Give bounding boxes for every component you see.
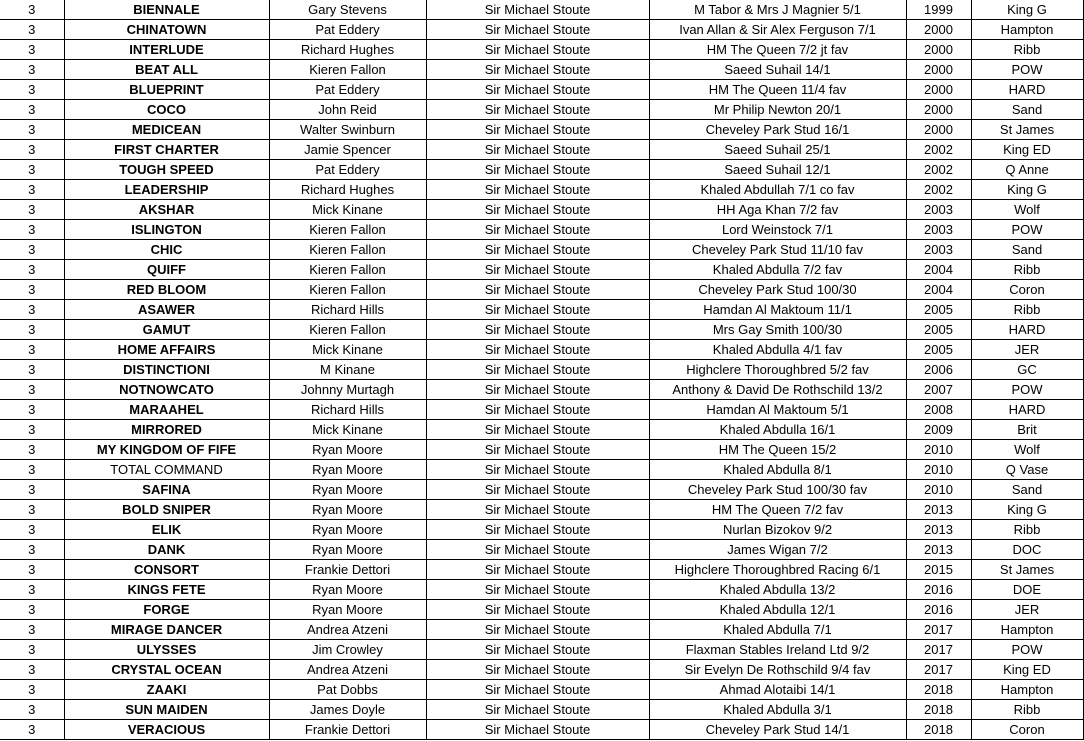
cell-year[interactable]: 2000 xyxy=(906,20,971,40)
table-row xyxy=(0,680,1083,700)
cell-race[interactable]: Wolf xyxy=(971,200,1083,220)
cell-race[interactable]: Hampton xyxy=(971,620,1083,640)
cell-number[interactable]: 3 xyxy=(0,520,64,540)
cell-trainer[interactable]: Sir Michael Stoute xyxy=(426,0,649,20)
cell-trainer[interactable]: Sir Michael Stoute xyxy=(426,340,649,360)
cell-horse[interactable]: CHINATOWN xyxy=(64,20,269,40)
table-row xyxy=(0,220,1083,240)
cell-owner-odds[interactable]: Cheveley Park Stud 16/1 xyxy=(649,120,906,140)
cell-trainer[interactable]: Sir Michael Stoute xyxy=(426,540,649,560)
cell-horse[interactable]: CONSORT xyxy=(64,560,269,580)
cell-jockey[interactable]: Kieren Fallon xyxy=(269,220,426,240)
cell-race[interactable]: JER xyxy=(971,340,1083,360)
cell-horse[interactable]: MIRRORED xyxy=(64,420,269,440)
cell-owner-odds[interactable]: Khaled Abdulla 7/2 fav xyxy=(649,260,906,280)
cell-year[interactable]: 1999 xyxy=(906,0,971,20)
cell-owner-odds[interactable]: Nurlan Bizokov 9/2 xyxy=(649,520,906,540)
cell-trainer[interactable]: Sir Michael Stoute xyxy=(426,560,649,580)
table-row xyxy=(0,40,1083,60)
cell-jockey[interactable]: Mick Kinane xyxy=(269,340,426,360)
cell-trainer[interactable]: Sir Michael Stoute xyxy=(426,200,649,220)
cell-trainer[interactable]: Sir Michael Stoute xyxy=(426,280,649,300)
cell-number[interactable]: 3 xyxy=(0,20,64,40)
cell-jockey[interactable]: John Reid xyxy=(269,100,426,120)
table-row xyxy=(0,320,1083,340)
cell-year[interactable]: 2003 xyxy=(906,240,971,260)
cell-horse[interactable]: NOTNOWCATO xyxy=(64,380,269,400)
cell-jockey[interactable]: Ryan Moore xyxy=(269,480,426,500)
cell-year[interactable]: 2003 xyxy=(906,200,971,220)
cell-owner-odds[interactable]: HH Aga Khan 7/2 fav xyxy=(649,200,906,220)
cell-number[interactable]: 3 xyxy=(0,620,64,640)
cell-trainer[interactable]: Sir Michael Stoute xyxy=(426,400,649,420)
cell-trainer[interactable]: Sir Michael Stoute xyxy=(426,640,649,660)
cell-number[interactable]: 3 xyxy=(0,400,64,420)
table-row xyxy=(0,100,1083,120)
cell-trainer[interactable]: Sir Michael Stoute xyxy=(426,140,649,160)
table-row xyxy=(0,360,1083,380)
cell-race[interactable]: Sand xyxy=(971,480,1083,500)
cell-horse[interactable]: RED BLOOM xyxy=(64,280,269,300)
cell-owner-odds[interactable]: HM The Queen 7/2 fav xyxy=(649,500,906,520)
cell-year[interactable]: 2002 xyxy=(906,140,971,160)
cell-year[interactable]: 2004 xyxy=(906,280,971,300)
cell-owner-odds[interactable]: Khaled Abdulla 12/1 xyxy=(649,600,906,620)
cell-owner-odds[interactable]: Saeed Suhail 14/1 xyxy=(649,60,906,80)
cell-owner-odds[interactable]: Anthony & David De Rothschild 13/2 xyxy=(649,380,906,400)
cell-trainer[interactable]: Sir Michael Stoute xyxy=(426,680,649,700)
cell-jockey[interactable]: Richard Hills xyxy=(269,300,426,320)
cell-trainer[interactable]: Sir Michael Stoute xyxy=(426,60,649,80)
cell-year[interactable]: 2013 xyxy=(906,520,971,540)
cell-number[interactable]: 3 xyxy=(0,80,64,100)
table-row xyxy=(0,440,1083,460)
cell-number[interactable]: 3 xyxy=(0,220,64,240)
cell-trainer[interactable]: Sir Michael Stoute xyxy=(426,240,649,260)
cell-jockey[interactable]: James Doyle xyxy=(269,700,426,720)
cell-race[interactable]: Wolf xyxy=(971,440,1083,460)
cell-race[interactable]: DOC xyxy=(971,540,1083,560)
cell-owner-odds[interactable]: HM The Queen 15/2 xyxy=(649,440,906,460)
table-row xyxy=(0,400,1083,420)
cell-jockey[interactable]: Ryan Moore xyxy=(269,580,426,600)
cell-year[interactable]: 2010 xyxy=(906,460,971,480)
cell-race[interactable]: POW xyxy=(971,220,1083,240)
cell-number[interactable]: 3 xyxy=(0,380,64,400)
cell-year[interactable]: 2017 xyxy=(906,640,971,660)
cell-race[interactable]: Sand xyxy=(971,100,1083,120)
cell-race[interactable]: HARD xyxy=(971,400,1083,420)
cell-year[interactable]: 2002 xyxy=(906,180,971,200)
cell-trainer[interactable]: Sir Michael Stoute xyxy=(426,100,649,120)
cell-horse[interactable]: LEADERSHIP xyxy=(64,180,269,200)
cell-number[interactable]: 3 xyxy=(0,680,64,700)
cell-year[interactable]: 2008 xyxy=(906,400,971,420)
cell-jockey[interactable]: Pat Dobbs xyxy=(269,680,426,700)
cell-horse[interactable]: MIRAGE DANCER xyxy=(64,620,269,640)
cell-trainer[interactable]: Sir Michael Stoute xyxy=(426,620,649,640)
cell-owner-odds[interactable]: Saeed Suhail 25/1 xyxy=(649,140,906,160)
cell-number[interactable]: 3 xyxy=(0,340,64,360)
cell-owner-odds[interactable]: Cheveley Park Stud 100/30 xyxy=(649,280,906,300)
table-row xyxy=(0,600,1083,620)
cell-year[interactable]: 2000 xyxy=(906,80,971,100)
cell-race[interactable]: Q Anne xyxy=(971,160,1083,180)
cell-race[interactable]: POW xyxy=(971,380,1083,400)
cell-race[interactable]: Ribb xyxy=(971,700,1083,720)
cell-year[interactable]: 2005 xyxy=(906,320,971,340)
cell-number[interactable]: 3 xyxy=(0,720,64,740)
cell-jockey[interactable]: Pat Eddery xyxy=(269,20,426,40)
cell-year[interactable]: 2013 xyxy=(906,540,971,560)
cell-trainer[interactable]: Sir Michael Stoute xyxy=(426,420,649,440)
cell-horse[interactable]: SUN MAIDEN xyxy=(64,700,269,720)
cell-jockey[interactable]: Kieren Fallon xyxy=(269,280,426,300)
cell-jockey[interactable]: Frankie Dettori xyxy=(269,560,426,580)
cell-horse[interactable]: QUIFF xyxy=(64,260,269,280)
cell-trainer[interactable]: Sir Michael Stoute xyxy=(426,440,649,460)
cell-race[interactable]: Ribb xyxy=(971,300,1083,320)
cell-horse[interactable]: MY KINGDOM OF FIFE xyxy=(64,440,269,460)
table-row xyxy=(0,580,1083,600)
cell-race[interactable]: St James xyxy=(971,120,1083,140)
cell-horse[interactable]: MARAAHEL xyxy=(64,400,269,420)
cell-jockey[interactable]: Richard Hughes xyxy=(269,40,426,60)
cell-owner-odds[interactable]: Mr Philip Newton 20/1 xyxy=(649,100,906,120)
table-row xyxy=(0,140,1083,160)
cell-year[interactable]: 2010 xyxy=(906,480,971,500)
table-row xyxy=(0,660,1083,680)
cell-owner-odds[interactable]: Ivan Allan & Sir Alex Ferguson 7/1 xyxy=(649,20,906,40)
cell-horse[interactable]: BLUEPRINT xyxy=(64,80,269,100)
cell-jockey[interactable]: Pat Eddery xyxy=(269,80,426,100)
cell-number[interactable]: 3 xyxy=(0,700,64,720)
cell-year[interactable]: 2015 xyxy=(906,560,971,580)
table-row xyxy=(0,460,1083,480)
cell-owner-odds[interactable]: Flaxman Stables Ireland Ltd 9/2 xyxy=(649,640,906,660)
cell-owner-odds[interactable]: Khaled Abdulla 4/1 fav xyxy=(649,340,906,360)
cell-race[interactable]: GC xyxy=(971,360,1083,380)
cell-trainer[interactable]: Sir Michael Stoute xyxy=(426,20,649,40)
cell-horse[interactable]: FORGE xyxy=(64,600,269,620)
cell-number[interactable]: 3 xyxy=(0,320,64,340)
cell-trainer[interactable]: Sir Michael Stoute xyxy=(426,500,649,520)
cell-owner-odds[interactable]: HM The Queen 11/4 fav xyxy=(649,80,906,100)
table-row xyxy=(0,380,1083,400)
cell-race[interactable]: HARD xyxy=(971,80,1083,100)
cell-jockey[interactable]: Jamie Spencer xyxy=(269,140,426,160)
cell-horse[interactable]: BEAT ALL xyxy=(64,60,269,80)
table-row xyxy=(0,700,1083,720)
cell-owner-odds[interactable]: Saeed Suhail 12/1 xyxy=(649,160,906,180)
cell-race[interactable]: Coron xyxy=(971,720,1083,740)
table-row xyxy=(0,620,1083,640)
cell-number[interactable]: 3 xyxy=(0,640,64,660)
cell-horse[interactable]: DANK xyxy=(64,540,269,560)
cell-jockey[interactable]: Ryan Moore xyxy=(269,540,426,560)
cell-owner-odds[interactable]: James Wigan 7/2 xyxy=(649,540,906,560)
table-row xyxy=(0,500,1083,520)
cell-race[interactable]: Hampton xyxy=(971,680,1083,700)
cell-owner-odds[interactable]: HM The Queen 7/2 jt fav xyxy=(649,40,906,60)
cell-number[interactable]: 3 xyxy=(0,440,64,460)
cell-jockey[interactable]: Ryan Moore xyxy=(269,440,426,460)
cell-jockey[interactable]: Mick Kinane xyxy=(269,420,426,440)
cell-race[interactable]: HARD xyxy=(971,320,1083,340)
cell-year[interactable]: 2016 xyxy=(906,600,971,620)
table-row xyxy=(0,0,1083,20)
cell-jockey[interactable]: Ryan Moore xyxy=(269,520,426,540)
cell-jockey[interactable]: Andrea Atzeni xyxy=(269,620,426,640)
cell-horse[interactable]: BOLD SNIPER xyxy=(64,500,269,520)
cell-trainer[interactable]: Sir Michael Stoute xyxy=(426,520,649,540)
table-row xyxy=(0,80,1083,100)
cell-owner-odds[interactable]: Sir Evelyn De Rothschild 9/4 fav xyxy=(649,660,906,680)
cell-jockey[interactable]: Johnny Murtagh xyxy=(269,380,426,400)
cell-horse[interactable]: KINGS FETE xyxy=(64,580,269,600)
cell-jockey[interactable]: Pat Eddery xyxy=(269,160,426,180)
cell-year[interactable]: 2003 xyxy=(906,220,971,240)
table-row xyxy=(0,540,1083,560)
cell-owner-odds[interactable]: Lord Weinstock 7/1 xyxy=(649,220,906,240)
cell-number[interactable]: 3 xyxy=(0,60,64,80)
cell-jockey[interactable]: Ryan Moore xyxy=(269,500,426,520)
cell-horse[interactable]: TOUGH SPEED xyxy=(64,160,269,180)
cell-year[interactable]: 2018 xyxy=(906,720,971,740)
cell-horse[interactable]: BIENNALE xyxy=(64,0,269,20)
cell-number[interactable]: 3 xyxy=(0,560,64,580)
cell-number[interactable]: 3 xyxy=(0,160,64,180)
cell-horse[interactable]: HOME AFFAIRS xyxy=(64,340,269,360)
cell-race[interactable]: Hampton xyxy=(971,20,1083,40)
cell-year[interactable]: 2000 xyxy=(906,120,971,140)
table-row xyxy=(0,480,1083,500)
cell-year[interactable]: 2013 xyxy=(906,500,971,520)
cell-horse[interactable]: ASAWER xyxy=(64,300,269,320)
table-row xyxy=(0,60,1083,80)
table-row xyxy=(0,340,1083,360)
cell-trainer[interactable]: Sir Michael Stoute xyxy=(426,160,649,180)
cell-race[interactable]: Q Vase xyxy=(971,460,1083,480)
cell-horse[interactable]: DISTINCTIONI xyxy=(64,360,269,380)
cell-horse[interactable]: ULYSSES xyxy=(64,640,269,660)
cell-owner-odds[interactable]: Khaled Abdulla 16/1 xyxy=(649,420,906,440)
cell-trainer[interactable]: Sir Michael Stoute xyxy=(426,220,649,240)
cell-race[interactable]: DOE xyxy=(971,580,1083,600)
cell-year[interactable]: 2005 xyxy=(906,340,971,360)
cell-race[interactable]: POW xyxy=(971,640,1083,660)
cell-owner-odds[interactable]: Hamdan Al Maktoum 5/1 xyxy=(649,400,906,420)
cell-trainer[interactable]: Sir Michael Stoute xyxy=(426,120,649,140)
cell-owner-odds[interactable]: M Tabor & Mrs J Magnier 5/1 xyxy=(649,0,906,20)
cell-horse[interactable]: VERACIOUS xyxy=(64,720,269,740)
cell-jockey[interactable]: Kieren Fallon xyxy=(269,260,426,280)
cell-race[interactable]: JER xyxy=(971,600,1083,620)
cell-jockey[interactable]: Jim Crowley xyxy=(269,640,426,660)
cell-jockey[interactable]: Richard Hills xyxy=(269,400,426,420)
cell-number[interactable]: 3 xyxy=(0,100,64,120)
cell-year[interactable]: 2016 xyxy=(906,580,971,600)
cell-race[interactable]: Ribb xyxy=(971,260,1083,280)
cell-number[interactable]: 3 xyxy=(0,540,64,560)
cell-year[interactable]: 2018 xyxy=(906,700,971,720)
cell-owner-odds[interactable]: Khaled Abdulla 3/1 xyxy=(649,700,906,720)
cell-year[interactable]: 2009 xyxy=(906,420,971,440)
cell-horse[interactable]: SAFINA xyxy=(64,480,269,500)
cell-number[interactable]: 3 xyxy=(0,500,64,520)
table-row xyxy=(0,720,1083,740)
cell-number[interactable]: 3 xyxy=(0,200,64,220)
cell-year[interactable]: 2004 xyxy=(906,260,971,280)
cell-horse[interactable]: CRYSTAL OCEAN xyxy=(64,660,269,680)
cell-year[interactable]: 2000 xyxy=(906,100,971,120)
cell-number[interactable]: 3 xyxy=(0,460,64,480)
cell-trainer[interactable]: Sir Michael Stoute xyxy=(426,320,649,340)
cell-horse[interactable]: ELIK xyxy=(64,520,269,540)
cell-owner-odds[interactable]: Mrs Gay Smith 100/30 xyxy=(649,320,906,340)
cell-year[interactable]: 2002 xyxy=(906,160,971,180)
cell-year[interactable]: 2018 xyxy=(906,680,971,700)
cell-jockey[interactable]: Gary Stevens xyxy=(269,0,426,20)
table-row xyxy=(0,300,1083,320)
cell-horse[interactable]: COCO xyxy=(64,100,269,120)
cell-year[interactable]: 2017 xyxy=(906,620,971,640)
cell-race[interactable]: Brit xyxy=(971,420,1083,440)
cell-year[interactable]: 2017 xyxy=(906,660,971,680)
cell-owner-odds[interactable]: Highclere Thoroughbred 5/2 fav xyxy=(649,360,906,380)
cell-horse[interactable]: AKSHAR xyxy=(64,200,269,220)
table-row xyxy=(0,20,1083,40)
cell-trainer[interactable]: Sir Michael Stoute xyxy=(426,700,649,720)
cell-race[interactable]: Ribb xyxy=(971,520,1083,540)
cell-owner-odds[interactable]: Cheveley Park Stud 100/30 fav xyxy=(649,480,906,500)
table-row xyxy=(0,120,1083,140)
table-row xyxy=(0,260,1083,280)
table-row xyxy=(0,180,1083,200)
cell-number[interactable]: 3 xyxy=(0,420,64,440)
cell-trainer[interactable]: Sir Michael Stoute xyxy=(426,40,649,60)
table-row xyxy=(0,160,1083,180)
cell-trainer[interactable]: Sir Michael Stoute xyxy=(426,660,649,680)
cell-horse[interactable]: TOTAL COMMAND xyxy=(64,460,269,480)
cell-race[interactable]: King ED xyxy=(971,660,1083,680)
cell-jockey[interactable]: Richard Hughes xyxy=(269,180,426,200)
cell-horse[interactable]: ZAAKI xyxy=(64,680,269,700)
cell-jockey[interactable]: Kieren Fallon xyxy=(269,240,426,260)
cell-jockey[interactable]: M Kinane xyxy=(269,360,426,380)
cell-trainer[interactable]: Sir Michael Stoute xyxy=(426,360,649,380)
cell-owner-odds[interactable]: Cheveley Park Stud 11/10 fav xyxy=(649,240,906,260)
cell-year[interactable]: 2000 xyxy=(906,60,971,80)
table-row xyxy=(0,420,1083,440)
cell-trainer[interactable]: Sir Michael Stoute xyxy=(426,580,649,600)
cell-jockey[interactable]: Kieren Fallon xyxy=(269,60,426,80)
cell-year[interactable]: 2005 xyxy=(906,300,971,320)
cell-race[interactable]: Ribb xyxy=(971,40,1083,60)
cell-trainer[interactable]: Sir Michael Stoute xyxy=(426,260,649,280)
cell-number[interactable]: 3 xyxy=(0,480,64,500)
table-row xyxy=(0,640,1083,660)
cell-race[interactable]: St James xyxy=(971,560,1083,580)
cell-owner-odds[interactable]: Ahmad Alotaibi 14/1 xyxy=(649,680,906,700)
cell-trainer[interactable]: Sir Michael Stoute xyxy=(426,380,649,400)
cell-race[interactable]: King G xyxy=(971,0,1083,20)
cell-race[interactable]: King G xyxy=(971,500,1083,520)
cell-year[interactable]: 2006 xyxy=(906,360,971,380)
cell-owner-odds[interactable]: Khaled Abdulla 8/1 xyxy=(649,460,906,480)
cell-number[interactable]: 3 xyxy=(0,600,64,620)
cell-number[interactable]: 3 xyxy=(0,0,64,20)
cell-owner-odds[interactable]: Khaled Abdulla 13/2 xyxy=(649,580,906,600)
table-row xyxy=(0,560,1083,580)
cell-jockey[interactable]: Kieren Fallon xyxy=(269,320,426,340)
cell-trainer[interactable]: Sir Michael Stoute xyxy=(426,460,649,480)
cell-number[interactable]: 3 xyxy=(0,180,64,200)
cell-trainer[interactable]: Sir Michael Stoute xyxy=(426,300,649,320)
cell-race[interactable]: King G xyxy=(971,180,1083,200)
cell-trainer[interactable]: Sir Michael Stoute xyxy=(426,80,649,100)
cell-race[interactable]: POW xyxy=(971,60,1083,80)
table-row xyxy=(0,280,1083,300)
cell-year[interactable]: 2010 xyxy=(906,440,971,460)
cell-jockey[interactable]: Walter Swinburn xyxy=(269,120,426,140)
cell-number[interactable]: 3 xyxy=(0,280,64,300)
cell-number[interactable]: 3 xyxy=(0,120,64,140)
cell-race[interactable]: King ED xyxy=(971,140,1083,160)
cell-horse[interactable]: FIRST CHARTER xyxy=(64,140,269,160)
cell-number[interactable]: 3 xyxy=(0,660,64,680)
table-row xyxy=(0,520,1083,540)
cell-horse[interactable]: GAMUT xyxy=(64,320,269,340)
cell-year[interactable]: 2007 xyxy=(906,380,971,400)
cell-race[interactable]: Sand xyxy=(971,240,1083,260)
cell-trainer[interactable]: Sir Michael Stoute xyxy=(426,180,649,200)
cell-owner-odds[interactable]: Hamdan Al Maktoum 11/1 xyxy=(649,300,906,320)
cell-year[interactable]: 2000 xyxy=(906,40,971,60)
cell-number[interactable]: 3 xyxy=(0,360,64,380)
cell-owner-odds[interactable]: Khaled Abdullah 7/1 co fav xyxy=(649,180,906,200)
cell-number[interactable]: 3 xyxy=(0,140,64,160)
cell-horse[interactable]: CHIC xyxy=(64,240,269,260)
table-row xyxy=(0,240,1083,260)
cell-number[interactable]: 3 xyxy=(0,40,64,60)
cell-owner-odds[interactable]: Highclere Thoroughbred Racing 6/1 xyxy=(649,560,906,580)
cell-number[interactable]: 3 xyxy=(0,300,64,320)
cell-jockey[interactable]: Ryan Moore xyxy=(269,600,426,620)
cell-number[interactable]: 3 xyxy=(0,580,64,600)
cell-owner-odds[interactable]: Khaled Abdulla 7/1 xyxy=(649,620,906,640)
cell-trainer[interactable]: Sir Michael Stoute xyxy=(426,480,649,500)
cell-horse[interactable]: INTERLUDE xyxy=(64,40,269,60)
cell-trainer[interactable]: Sir Michael Stoute xyxy=(426,600,649,620)
cell-jockey[interactable]: Andrea Atzeni xyxy=(269,660,426,680)
cell-number[interactable]: 3 xyxy=(0,260,64,280)
cell-race[interactable]: Coron xyxy=(971,280,1083,300)
cell-owner-odds[interactable]: Cheveley Park Stud 14/1 xyxy=(649,720,906,740)
cell-trainer[interactable]: Sir Michael Stoute xyxy=(426,720,649,740)
cell-jockey[interactable]: Ryan Moore xyxy=(269,460,426,480)
cell-jockey[interactable]: Frankie Dettori xyxy=(269,720,426,740)
table-row xyxy=(0,200,1083,220)
cell-horse[interactable]: ISLINGTON xyxy=(64,220,269,240)
cell-number[interactable]: 3 xyxy=(0,240,64,260)
cell-horse[interactable]: MEDICEAN xyxy=(64,120,269,140)
cell-jockey[interactable]: Mick Kinane xyxy=(269,200,426,220)
